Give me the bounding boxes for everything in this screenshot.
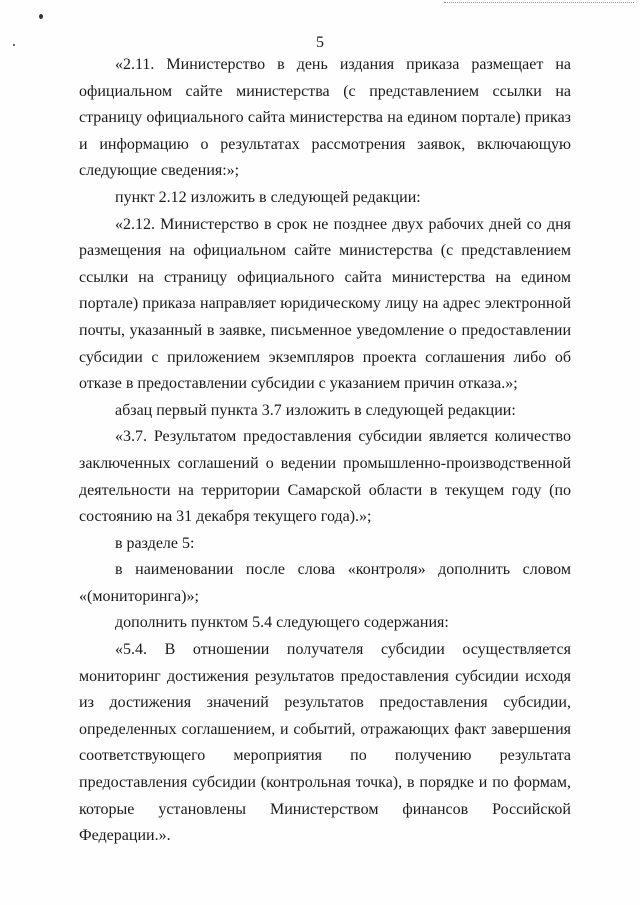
paragraph-instruction-5-4: дополнить пунктом 5.4 следующего содержания: [115,614,449,632]
paragraph-instruction-2-12: пункт 2.12 изложить в следующей редакции: [115,188,421,206]
paragraph-5-4: «5.4. В отношении получателя субсидии осуществляется мониторинг достижения результатов предоставления субсидии исходя из достижения значений результатов предоставления субсидии, определенных соглашением, и событий, отражающих факт завершения соответствующего мероприятия по получению результата предоставления субсидии (контрольная точка), в порядке и по формам, которые установлены Министерством финансов Российской Федерации.». [79,641,571,845]
paragraph-section-5: в разделе 5: [115,534,195,552]
scan-speck [39,14,43,19]
paragraph-instruction-3-7: абзац первый пункта 3.7 изложить в следующей редакции: [115,401,516,419]
document-body [79,52,571,850]
paragraph-2-11: «2.11. Министерство в день издания приказа размещает на официальном сайте министерства (с представлением ссылки на страницу официального сайта министерства на едином портале) приказ и информацию о результатах рассмотрения заявок, включающую следующие сведения:»; [79,56,571,180]
page-number: 5 [316,34,324,51]
paragraph-section-5-title-change: в наименовании после слова «контроля» дополнить словом «(мониторинга)»; [79,561,571,605]
paragraph-2-12: «2.12. Министерство в срок не позднее двух рабочих дней со дня размещения на официальном сайте министерства (с представлением ссылки на страницу официального сайта министерства на едином портале) приказа направляет юридическому лицу на адрес электронной почты, указанный в заявке, письменное уведомление о предоставлении субсидии с приложением экземпляров проекта соглашения либо об отказе в предоставлении субсидии с указанием причин отказа.»; [79,215,571,393]
paragraph-3-7: «3.7. Результатом предоставления субсидии является количество заключенных соглашений о ведении промышленно-производственной деятельности на территории Самарской области в текущем году (по состоянию на 31 декабря текущего года).»; [79,428,571,526]
scan-edge-mark [444,2,634,4]
